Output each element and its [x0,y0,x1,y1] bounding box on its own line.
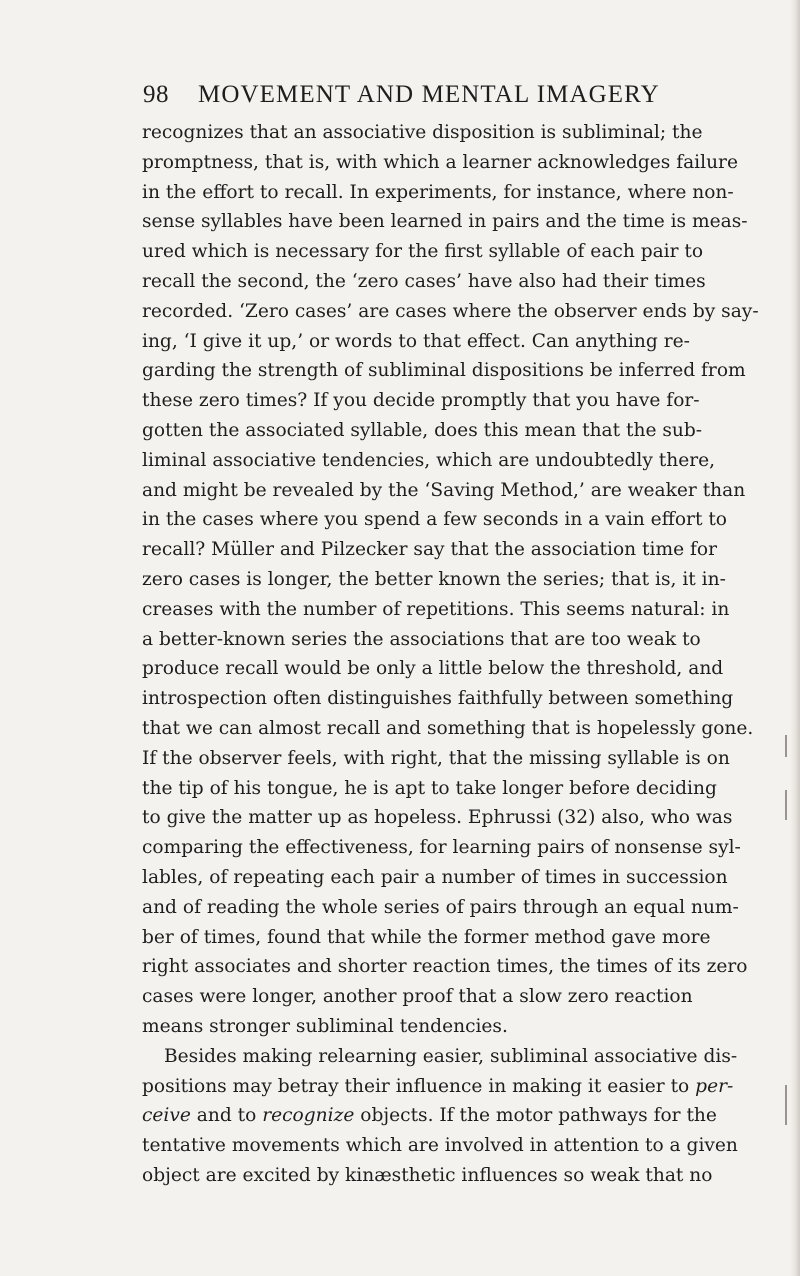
text-line: right associates and shorter reaction times, the times of its zero [142,956,748,978]
text-line: recall the second, the ‘zero cases’ have also had their times [142,270,706,292]
text-line: recognizes that an associative disposition is subliminal; the [142,122,703,143]
text-line: and of reading the whole series of pairs through an equal num- [142,896,739,918]
text-line: these zero times? If you decide promptly that you have for- [142,390,700,412]
text-line [142,1072,734,1102]
text-line: in the effort to recall. In experiments, for instance, where non- [142,181,734,203]
paragraph-first-line: Besides making relearning easier, subliminal associative dis- [164,1045,738,1067]
text-line [142,1101,717,1131]
text-line: a better-known series the associations that are too weak to [142,628,701,650]
text-line: cases were longer, another proof that a slow zero reaction [142,986,693,1008]
page-number: 98 [143,81,169,108]
italic-term: recognize [262,1105,355,1127]
italic-term: ceive [142,1105,191,1127]
text-line: that we can almost recall and something that is hopelessly gone. [142,717,754,739]
text-line: recall? Müller and Pilzecker say that the association time for [142,539,717,561]
text-line: tentative movements which are involved in attention to a given [142,1135,738,1157]
text-line: in the cases where you spend a few seconds in a vain effort to [142,509,727,531]
text-line: liminal associative tendencies, which are undoubtedly there, [142,449,716,471]
text-line: to give the matter up as hopeless. Ephrussi (32) also, who was [142,807,733,829]
text-line: recorded. ‘Zero cases’ are cases where the observer ends by say- [142,300,759,322]
text-line: gotten the associated syllable, does this mean that the sub- [142,419,703,441]
text-line: If the observer feels, with right, that the missing syllable is on [142,747,730,769]
text-line: creases with the number of repetitions. This seems natural: in [142,598,730,620]
text-line: sense syllables have been learned in pairs and the time is meas- [142,211,748,233]
text-line: the tip of his tongue, he is apt to take longer before deciding [142,777,717,799]
page-edge-shadow [790,0,800,1276]
italic-term: per- [695,1075,734,1097]
running-head: MOVEMENT AND MENTAL IMAGERY [198,81,660,108]
text-line: and might be revealed by the ‘Saving Method,’ are weaker than [142,479,746,501]
text-line: comparing the effectiveness, for learning pairs of nonsense syl- [142,837,741,859]
text-line: garding the strength of subliminal dispositions be inferred from [142,360,746,382]
text-line: object are excited by kinæsthetic influences so weak that no [142,1164,713,1186]
text-line: ing, ‘I give it up,’ or words to that effect. Can anything re- [142,330,690,352]
page-edge-mark [785,790,787,820]
text-line: promptness, that is, with which a learner acknowledges failure [142,151,738,173]
text-line: ured which is necessary for the first syllable of each pair to [142,241,704,263]
paragraph-last-line: means stronger subliminal tendencies. [142,1015,508,1037]
text-line: introspection often distinguishes faithfully between something [142,688,734,710]
page-edge-mark [785,1085,787,1125]
text-line: lables, of repeating each pair a number of times in succession [142,866,728,888]
text-run: positions may betray their influence in making it easier to [142,1075,696,1097]
text-run: objects. If the motor pathways for the [354,1105,717,1127]
page-header [143,80,663,110]
page-edge-mark [785,735,787,757]
text-line: zero cases is longer, the better known the series; that is, it in- [142,568,726,590]
body-text [142,118,759,1191]
text-run: and to [190,1105,263,1127]
text-line: produce recall would be only a little below the threshold, and [142,658,724,680]
text-line: ber of times, found that while the former method gave more [142,926,711,948]
